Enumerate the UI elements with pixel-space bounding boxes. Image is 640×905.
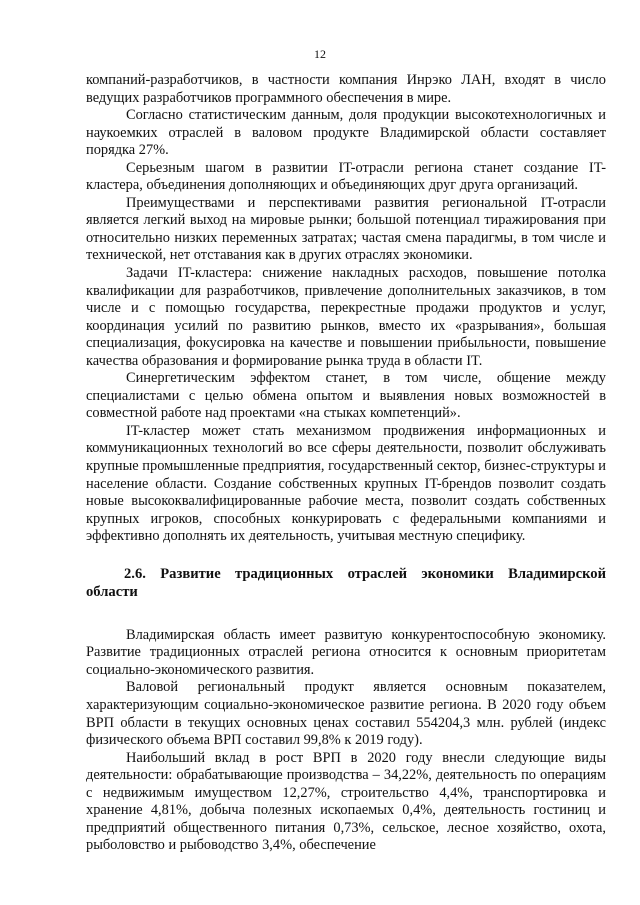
- paragraph-it-cluster-mechanism: IT-кластер может стать механизмом продвижения информационных и коммуникационных технологий во все сферы деятельности, позволит обслуживать крупные промышленные предприятия, государственный сектор, бизнес-структуры и население области. Создание собственных крупных IT-брендов позволит создать новые высококвалифицированные рабочие места, позволит создать собственных крупных игроков, способных конкурировать с федеральными компаниями и эффективно дополнять их деятельность, учитывая местную специфику.: [86, 422, 606, 545]
- page-number: 12: [314, 47, 326, 61]
- paragraph-it-cluster-creation: Серьезным шагом в развитии IT-отрасли региона станет создание IT-кластера, объединения дополняющих и объединяющих друг друга организаций.: [86, 159, 606, 194]
- section-spacer: [86, 601, 606, 627]
- paragraph-share-statistics: Согласно статистическим данным, доля продукции высокотехнологичных и наукоемких отраслей в валовом продукте Владимирской области составляет порядка 27%.: [86, 107, 606, 159]
- paragraph-it-advantages: Преимуществами и перспективами развития региональной IT-отрасли является легкий выход на мировые рынки; большой потенциал тиражирования при относительно низких переменных затратах; частая смена парадигмы, в том числе и технической, нет отставания как в других отраслях экономики.: [86, 194, 606, 264]
- section-heading: 2.6. Развитие традиционных отраслей экономики Владимирской области: [86, 565, 606, 600]
- paragraph-it-cluster-tasks: Задачи IT-кластера: снижение накладных расходов, повышение потолка квалификации для разработчиков, привлечение дополнительных заказчиков, в том числе и с помощью государства, перекрестные продажи продуктов и услуг, координация усилий по развитию рынков, вместо их «разрывания», большая специализация, фокусировка на качестве и повышении прибыльности, повышение качества образования и формирование рынка труда в области IT.: [86, 265, 606, 369]
- paragraph-grp-overview: Валовой региональный продукт является основным показателем, характеризующим социально-экономическое развитие региона. В 2020 году объем ВРП области в текущих основных ценах составил 554204,3 млн. рублей (индекс физического объема ВРП составил 99,8% к 2019 году).: [86, 679, 606, 749]
- paragraph-continuation: компаний-разработчиков, в частности компания Инрэко ЛАН, входят в число ведущих разработчиков программного обеспечения в мире.: [86, 72, 606, 106]
- page-body: [86, 72, 606, 855]
- paragraph-grp-contributions: Наибольший вклад в рост ВРП в 2020 году внесли следующие виды деятельности: обрабатывающие производства – 34,22%, деятельность по операциям с недвижимым имуществом 12,27%, строительство 4,4%, транспортировка и хранение 4,81%, добыча полезных ископаемых 0,4%, деятельность гостиниц и предприятий общественного питания 0,73%, сельское, лесное хозяйство, охота, рыболовство и рыбоводство 3,4%, обеспечение: [86, 749, 606, 854]
- paragraph-synergy-effect: Синергетическим эффектом станет, в том числе, общение между специалистами с целью обмена опытом и выявления новых возможностей в совместной работе над проектами «на стыках компетенций».: [86, 370, 606, 422]
- paragraph-regional-economy: Владимирская область имеет развитую конкурентоспособную экономику. Развитие традиционных отраслей региона относится к основным приоритетам социально-экономического развития.: [86, 626, 606, 678]
